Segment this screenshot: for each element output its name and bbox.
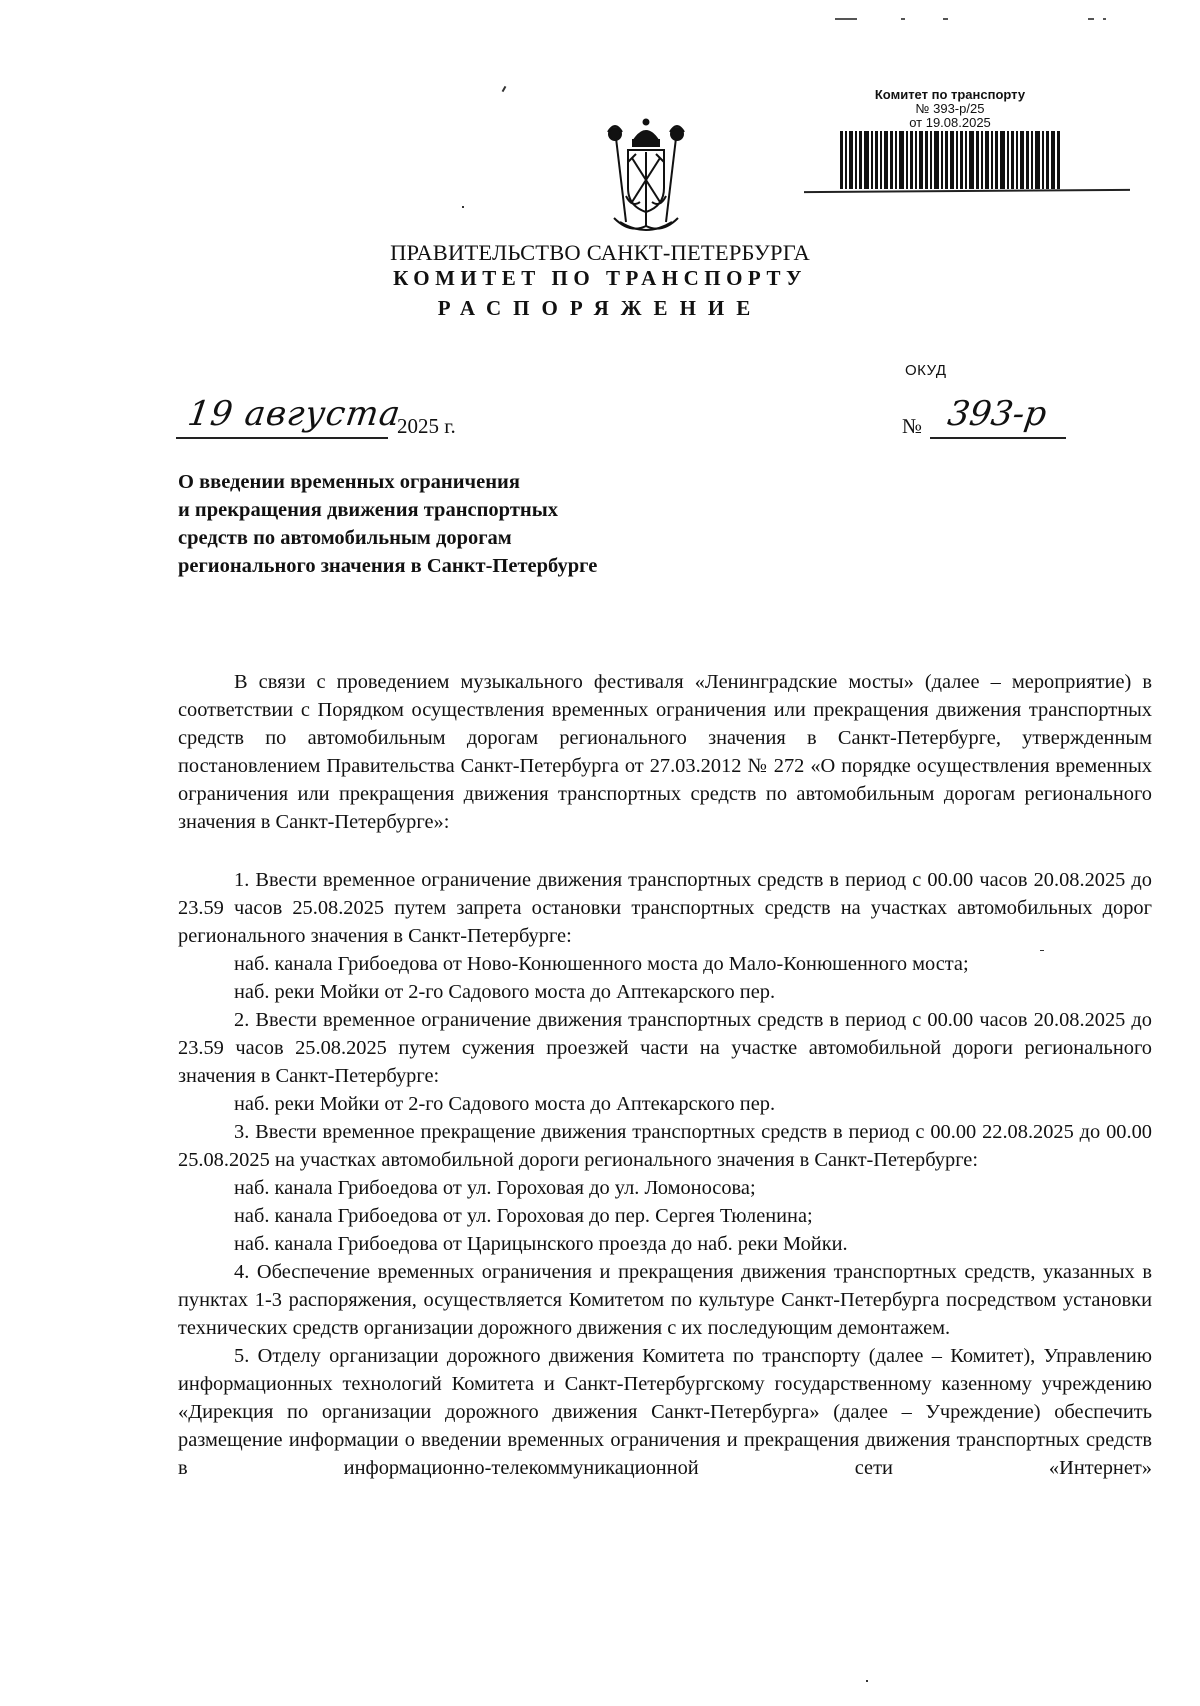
government-title: ПРАВИТЕЛЬСТВО САНКТ-ПЕТЕРБУРГА (390, 240, 810, 265)
clause-5: 5. Отделу организации дорожного движения Комитета по транспорту (далее – Комитет), Управлению информационных технологий Комитета и Санкт-Петербургскому государственному казенному учреждению «Дирекция по организации дорожного движения Санкт-Петербурга» (далее – Учреждение) обеспечить размещение информации о введении временных ограничения и прекращения движения транспортных средств в информационно-телекоммуникационной сети «Интернет» (178, 1345, 1152, 1479)
committee-title: КОМИТЕТ ПО ТРАНСПОРТУ (393, 266, 807, 290)
okud-label: ОКУД (905, 362, 947, 379)
barcode-icon (840, 131, 1062, 189)
handwritten-date: 19 августа (185, 394, 404, 434)
clause-2: 2. Ввести временное ограничение движения транспортных средств в период с 00.00 часов 20.08.2025 до 23.59 часов 25.08.2025 путем сужения проезжей части на участке автомобильной дороги регионального значения в Санкт-Петербурге: (178, 1009, 1152, 1087)
number-underline (930, 437, 1066, 439)
clause-3-item: наб. канала Грибоедова от ул. Гороховая до пер. Сергея Тюленина; (234, 1205, 813, 1227)
scan-specks (835, 18, 1115, 24)
preamble-paragraph: В связи с проведением музыкального фестиваля «Ленинградские мосты» (далее – мероприятие) в соответствии с Порядком осуществления временных ограничения или прекращения движения транспортных средств по автомобильным дорогам регионального значения в Санкт-Петербурге, утвержденным постановлением Правительства Санкт-Петербурга от 27.03.2012 № 272 «О порядке осуществления временных ограничения или прекращения движения транспортных средств по автомобильным дорогам регионального значения в Санкт-Петербурге»: (178, 671, 1152, 833)
registration-stamp (800, 88, 1130, 200)
subject-line: О введении временных ограничения (178, 471, 520, 493)
clause-4: 4. Обеспечение временных ограничения и прекращения движения транспортных средств, указанных в пунктах 1-3 распоряжения, осуществляется Комитетом по культуре Санкт-Петербурга посредством установки технических средств организации дорожного движения с их последующим демонтажем. (178, 1261, 1152, 1339)
date-underline (176, 437, 388, 439)
stamp-number: № 393-р/25 (915, 101, 985, 116)
scan-dot (866, 1680, 868, 1682)
clause-1: 1. Ввести временное ограничение движения транспортных средств в период с 00.00 часов 20.08.2025 до 23.59 часов 25.08.2025 путем запрета остановки транспортных средств на участках автомобильных дорог регионального значения в Санкт-Петербурге: (178, 869, 1152, 947)
number-sign: № (902, 414, 923, 438)
handwritten-number: 393-р (945, 394, 1049, 434)
subject-line: регионального значения в Санкт-Петербурге (178, 555, 598, 577)
stamp-org: Комитет по транспорту (874, 87, 1026, 102)
subject-line: и прекращения движения транспортных (178, 499, 558, 521)
document-year: 2025 г. (397, 414, 456, 438)
document-type: РАСПОРЯЖЕНИЕ (437, 296, 763, 320)
coat-of-arms-icon (598, 118, 694, 238)
clause-3: 3. Ввести временное прекращение движения транспортных средств в период с 00.00 22.08.2025 до 00.00 25.08.2025 на участках автомобильной дороги регионального значения в Санкт-Петербурге: (178, 1121, 1152, 1171)
clause-2-item: наб. реки Мойки от 2-го Садового моста до Аптекарского пер. (234, 1093, 776, 1115)
scan-dot (462, 206, 464, 208)
stamp-date: от 19.08.2025 (909, 115, 991, 130)
clause-1-item: наб. реки Мойки от 2-го Садового моста до Аптекарского пер. (234, 981, 776, 1003)
document-subject (178, 468, 597, 580)
clause-3-item: наб. канала Грибоедова от ул. Гороховая до ул. Ломоносова; (234, 1177, 756, 1199)
scan-mark (502, 86, 507, 92)
clause-3-item: наб. канала Грибоедова от Царицынского проезда до наб. реки Мойки. (234, 1233, 848, 1255)
clause-1-item: наб. канала Грибоедова от Ново-Конюшенного моста до Мало-Конюшенного моста; (234, 953, 969, 975)
stamp-underline (804, 189, 1130, 193)
subject-line: средств по автомобильным дорогам (178, 527, 512, 549)
document-body (178, 668, 1152, 1482)
